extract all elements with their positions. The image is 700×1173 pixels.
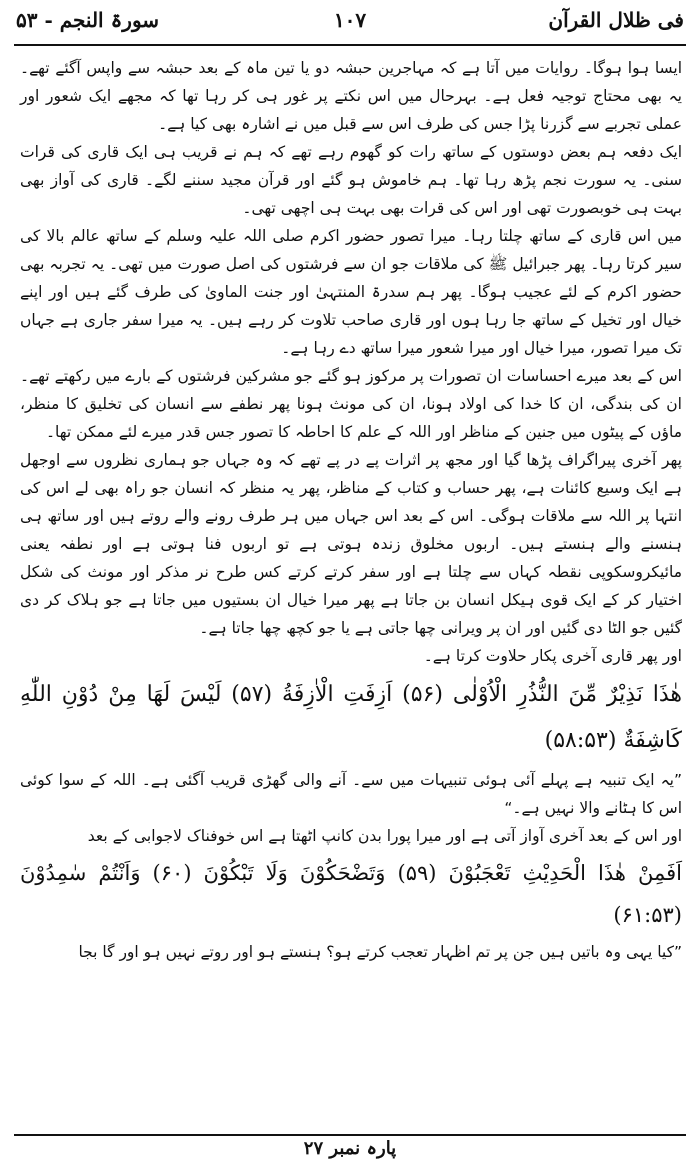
quran-verse-2: اَفَمِنْ هٰذَا الْحَدِیْثِ تَعْجَبُوْنَ (۵۹) وَتَضْحَكُوْنَ وَلَا تَبْكُوْنَ (۶۰) وَاَنْتُمْ سٰمِدُوْنَ (۶۱:۵۳) bbox=[20, 861, 682, 927]
verse-translation-1: ”یہ ایک تنبیہ ہے پہلے آئی ہوئی تنبیہات میں سے۔ آنے والی گھڑی قریب آگئی ہے۔ اللہ کے سوا کوئی اس کا ہٹانے والا نہیں ہے۔“ bbox=[20, 771, 682, 817]
page-header bbox=[16, 6, 684, 40]
surah-label: سورۃ النجم - ۵۳ bbox=[16, 8, 160, 32]
page-body bbox=[20, 54, 682, 966]
para-label: پارہ نمبر ۲۷ bbox=[303, 1138, 397, 1159]
quran-verse-1: هٰذَا نَذِیْرٌ مِّنَ النُّذُرِ الْاُوْلٰی (۵۶) اَزِفَتِ الْاٰزِفَةُ (۵۷) لَیْسَ لَهَا مِنْ دُوْنِ اللّٰهِ كَاشِفَةٌ (۵۸:۵۳) bbox=[20, 682, 682, 753]
paragraph: پھر آخری پیراگراف پڑھا گیا اور مجھ پر اثرات پے در پے تھے کہ وہ جہاں جو ہماری نظروں سے اوجھل ہے ایک وسیع کائنات ہے، پھر حساب و کتاب کے مناظر، پھر یہ منظر کہ انسان جو راہ بھی لے اس کی انتہا پر اللہ سے ملاقات ہوگی۔ اس کے بعد اس جہاں میں ہر طرف رونے والے روتے ہیں اور ساتھ ہی ہنسنے والے ہنستے ہیں۔ اربوں مخلوق زندہ ہوتی ہے تو اربوں فنا ہوتی ہے اور نطفہ یعنی مائیکروسکوپی نقطہ کہاں سے چلتا ہے اور سفر کرتے کرتے کس طرح نر مذکر اور مونث کی شکل اختیار کر کے ایک قوی ہیکل انسان بن جاتا ہے پھر میرا خیال ان بستیوں میں جاتا ہے جو ہلاک کر دی گئیں جو الٹا دی گئیں اور ان پر ویرانی چھا جاتی ہے یا جو کچھ چھا جاتا ہے۔ bbox=[20, 451, 682, 637]
page-number: ۱۰۷ bbox=[333, 8, 367, 32]
verse-translation-2: ”کیا یہی وہ باتیں ہیں جن پر تم اظہار تعجب کرتے ہو؟ ہنستے ہو اور روتے نہیں ہو اور گا بجا bbox=[78, 943, 682, 961]
paragraph: میں اس قاری کے ساتھ چلتا رہا۔ میرا تصور حضور اکرم صلی اللہ علیہ وسلم کے ساتھ عالم بالا کی سیر کرتا رہا۔ پھر جبرائیل ﷺ کی ملاقات جو ان سے فرشتوں کی اصل صورت میں تھی۔ یہ تجربہ بھی حضور اکرم کے لئے عجیب ہوگا۔ پھر ہم سدرۃ المنتہیٰ اور جنت الماویٰ کی طرف گئے ہیں اور اپنے خیال اور تخیل کے ساتھ جا رہا ہوں اور قاری صاحب تلاوت کر رہے ہیں۔ یہ میرا سفر جاری ہے جہاں تک میرا تصور، میرا خیال اور میرا شعور میرا ساتھ دے رہا ہے۔ bbox=[20, 227, 682, 357]
paragraph: اور پھر قاری آخری پکار حلاوت کرتا ہے۔ bbox=[423, 647, 682, 665]
book-title: فی ظلال القرآن bbox=[548, 8, 684, 32]
paragraph: ایسا ہوا ہوگا۔ روایات میں آتا ہے کہ مہاجرین حبشہ دو یا تین ماہ کے بعد حبشہ سے واپس آگئے تھے۔ یہ بھی محتاج توجیہ فعل ہے۔ بہرحال میں اس نکتے پر غور ہی کر رہا تھا کہ مجھے ایک شعور اور عملی تجربے سے گزرنا پڑا جس کی طرف اس سے قبل میں نے اشارہ بھی کیا ہے۔ bbox=[20, 59, 682, 133]
paragraph: ایک دفعہ ہم بعض دوستوں کے ساتھ رات کو گھوم رہے تھے کہ ہم نے قریب ہی ایک قاری کی قرات سنی۔ یہ سورت نجم پڑھ رہا تھا۔ ہم خاموش ہو گئے اور قرآن مجید سننے لگے۔ قاری کی آواز بھی بہت ہی خوبصورت تھی اور اس کی قرات بھی بہت ہی اچھی تھی۔ bbox=[20, 143, 682, 217]
paragraph: اس کے بعد میرے احساسات ان تصورات پر مرکوز ہو گئے جو مشرکین فرشتوں کے بارے میں رکھتے تھے۔ ان کی بندگی، ان کا خدا کی اولاد ہونا، ان کی مونث ہونا پھر نطفے سے انسان کی تخلیق کا منظر، ماؤں کے پیٹوں میں جنین کے مناظر اور اللہ کے علم کا احاطہ کا تصور جس قدر میرے لئے ممکن تھا۔ bbox=[20, 367, 682, 441]
footer-divider bbox=[14, 1134, 686, 1136]
bridge-text: اور اس کے بعد آخری آواز آتی ہے اور میرا پورا بدن کانپ اٹھتا ہے اس خوفناک لاجوابی کے بعد bbox=[87, 827, 682, 845]
header-divider bbox=[14, 44, 686, 46]
